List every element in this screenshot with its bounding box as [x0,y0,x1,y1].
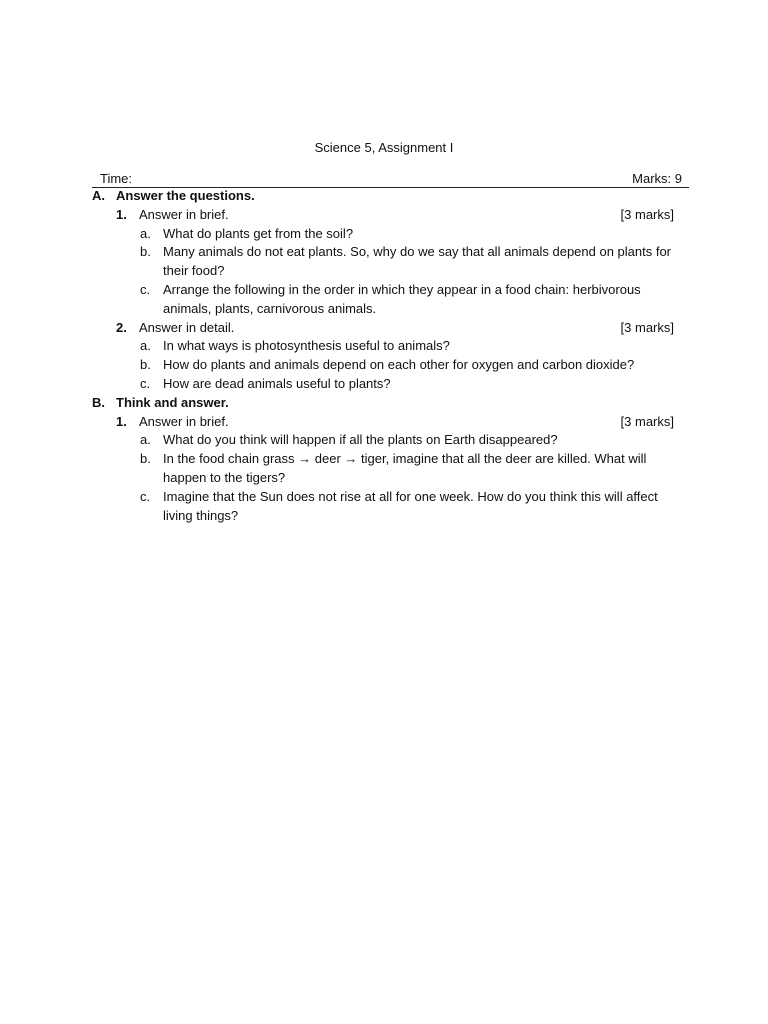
question-instruction: Answer in brief. [139,413,229,429]
section-title: Answer the questions. [116,188,255,203]
sub-question-text: Arrange the following in the order in which they appear in a food chain: herbivorous animals, plants, carnivorous animals. [163,281,641,316]
question-marks: [3 marks] [620,319,674,335]
question-list [92,187,682,525]
question-row [92,319,682,338]
sub-question [92,337,682,356]
sub-question [92,375,682,394]
sub-question-letter: b. [140,451,151,467]
sub-question [92,488,682,526]
sub-question-letter: a. [140,432,151,448]
sub-question-letter: c. [140,488,151,504]
sub-question-letter: a. [140,225,151,241]
section-letter: A. [92,188,105,203]
section-heading [92,187,682,206]
sub-question-letter: a. [140,338,151,354]
sub-question [92,243,682,281]
sub-question-text: In what ways is photosynthesis useful to animals? [163,338,450,354]
sub-question-letter: c. [140,281,151,297]
sub-question-text: How do plants and animals depend on each other for oxygen and carbon dioxide? [163,357,635,373]
question-row [92,413,682,432]
question-marks: [3 marks] [620,206,674,222]
sub-question-letter: c. [140,375,151,391]
question-instruction: Answer in brief. [139,206,229,222]
question-instruction: Answer in detail. [139,319,235,335]
sub-question [92,450,682,488]
sub-question [92,281,682,319]
sub-question [92,356,682,375]
sub-question-letter: b. [140,357,151,373]
section-letter: B. [92,394,105,410]
sub-question-text: Imagine that the Sun does not rise at all for one week. How do you think this will affect living things? [163,488,658,523]
question-number: 1. [116,413,127,429]
sub-question-text: In the food chain grass → deer → tiger, imagine that all the deer are killed. What will happen to the tigers? [163,451,647,485]
question-number: 2. [116,319,127,335]
sub-question-letter: b. [140,244,151,260]
sub-question-text: Many animals do not eat plants. So, why do we say that all animals depend on plants for their food? [163,244,672,279]
time-label: Time: [100,171,133,186]
sub-question [92,431,682,450]
total-marks-label: Marks: 9 [632,171,682,186]
question-marks: [3 marks] [620,413,674,429]
header-row [92,170,689,188]
section-title: Think and answer. [116,394,229,410]
question-number: 1. [116,206,127,222]
sub-question-text: What do you think will happen if all the plants on Earth disappeared? [163,432,558,448]
document-title: Science 5, Assignment I [314,140,454,155]
sub-question-text: How are dead animals useful to plants? [163,375,391,391]
sub-question-text: What do plants get from the soil? [163,225,354,241]
question-row [92,206,682,225]
section-heading [92,394,682,413]
sub-question [92,225,682,244]
